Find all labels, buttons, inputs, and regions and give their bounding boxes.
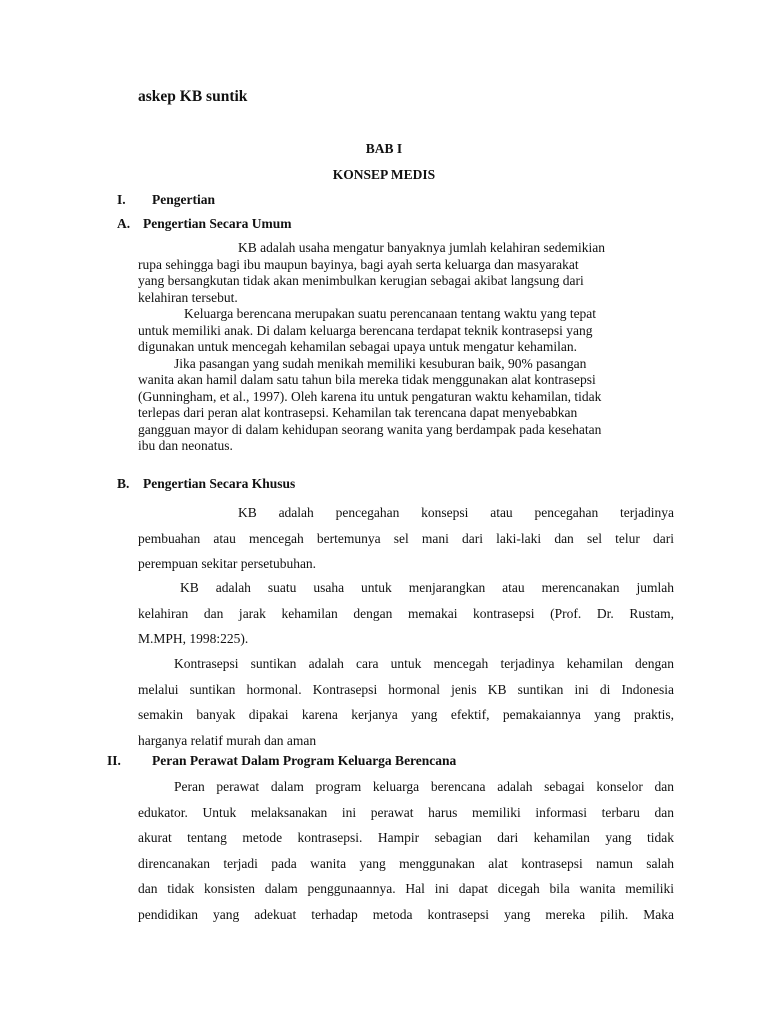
paragraph-b3 [138,651,674,753]
text-line: (Gunningham, et al., 1997). Oleh karena itu untuk pengaturan waktu kehamilan, tidak [138,388,602,404]
subsection-a-heading: Pengertian Secara Umum [143,216,292,231]
text-line: yang bersangkutan tidak akan menimbulkan kerugian sebagai akibat langsung dari [138,273,584,288]
text-line: gangguan mayor di dalam kehidupan seorang wanita yang berdampak pada kesehatan [138,421,602,437]
subsection-b-number: B. [117,476,130,491]
text-line: pendidikan yang adekuat terhadap metoda kontrasepsi yang mereka pilih. Maka [138,906,674,922]
text-line: Kontrasepsi suntikan adalah cara untuk mencegah terjadinya kehamilan dengan [174,656,674,671]
text-line: KB adalah usaha mengatur banyaknya jumlah kelahiran sedemikian [238,240,605,255]
text-line: digunakan untuk mencegah kehamilan sebagai upaya untuk mengatur kehamilan. [138,339,577,354]
paragraph-a1 [138,240,672,455]
section-1-number: I. [117,192,126,207]
document-title: askep KB suntik [138,88,248,105]
paragraph-b2 [138,575,674,652]
text-line: edukator. Untuk melaksanakan ini perawat harus memiliki informasi terbaru dan [138,804,674,820]
text-line: ibu dan neonatus. [138,438,233,453]
section-2-number: II. [107,753,121,768]
text-line: terlepas dari peran alat kontrasepsi. Kehamilan tak terencana dapat menyebabkan [138,405,578,420]
section-2-heading: Peran Perawat Dalam Program Keluarga Berencana [152,753,457,768]
section-1-heading: Pengertian [152,192,215,207]
text-line: kelahiran dan jarak kehamilan dengan memakai kontrasepsi (Prof. Dr. Rustam, [138,605,674,621]
chapter-title: KONSEP MEDIS [332,167,436,182]
text-line: harganya relatif murah dan aman [138,732,317,748]
subsection-b-heading: Pengertian Secara Khusus [143,476,296,491]
text-line: Peran perawat dalam program keluarga berencana adalah sebagai konselor dan [174,779,674,794]
text-line: wanita akan hamil dalam satu tahun bila mereka tidak menggunakan alat kontrasepsi [138,372,596,387]
text-line: pembuahan atau mencegah bertemunya sel mani dari laki-laki dan sel telur dari [138,530,674,546]
text-line: kelahiran tersebut. [138,289,238,305]
text-line: melalui suntikan hormonal. Kontrasepsi hormonal jenis KB suntikan ini di Indonesia [138,681,674,697]
chapter-number: BAB I [365,141,403,156]
paragraph-c1 [138,774,674,927]
text-line: akurat tentang metode kontrasepsi. Hampir sebagian dari kehamilan yang tidak [138,830,674,845]
text-line: dan tidak konsisten dalam penggunaannya. Hal ini dapat dicegah bila wanita memiliki [138,881,674,896]
text-line: KB adalah pencegahan konsepsi atau pencegahan terjadinya [238,505,674,520]
text-line: semakin banyak dipakai karena kerjanya yang efektif, pemakaiannya yang praktis, [138,707,674,722]
text-line: rupa sehingga bagi ibu maupun bayinya, bagi ayah serta keluarga dan masyarakat [138,256,579,272]
paragraph-b1 [138,500,674,577]
text-line: untuk memiliki anak. Di dalam keluarga berencana terdapat teknik kontrasepsi yang [138,322,593,338]
text-line: M.MPH, 1998:225). [138,631,249,646]
text-line: Jika pasangan yang sudah menikah memiliki kesuburan baik, 90% pasangan [174,355,587,371]
text-line: direncanakan terjadi pada wanita yang menggunakan alat kontrasepsi namun salah [138,855,674,871]
text-line: Keluarga berencana merupakan suatu perencanaan tentang waktu yang tepat [184,306,597,321]
subsection-a-number: A. [117,216,131,231]
text-line: KB adalah suatu usaha untuk menjarangkan atau merencanakan jumlah [180,580,674,595]
text-line: perempuan sekitar persetubuhan. [138,556,317,571]
